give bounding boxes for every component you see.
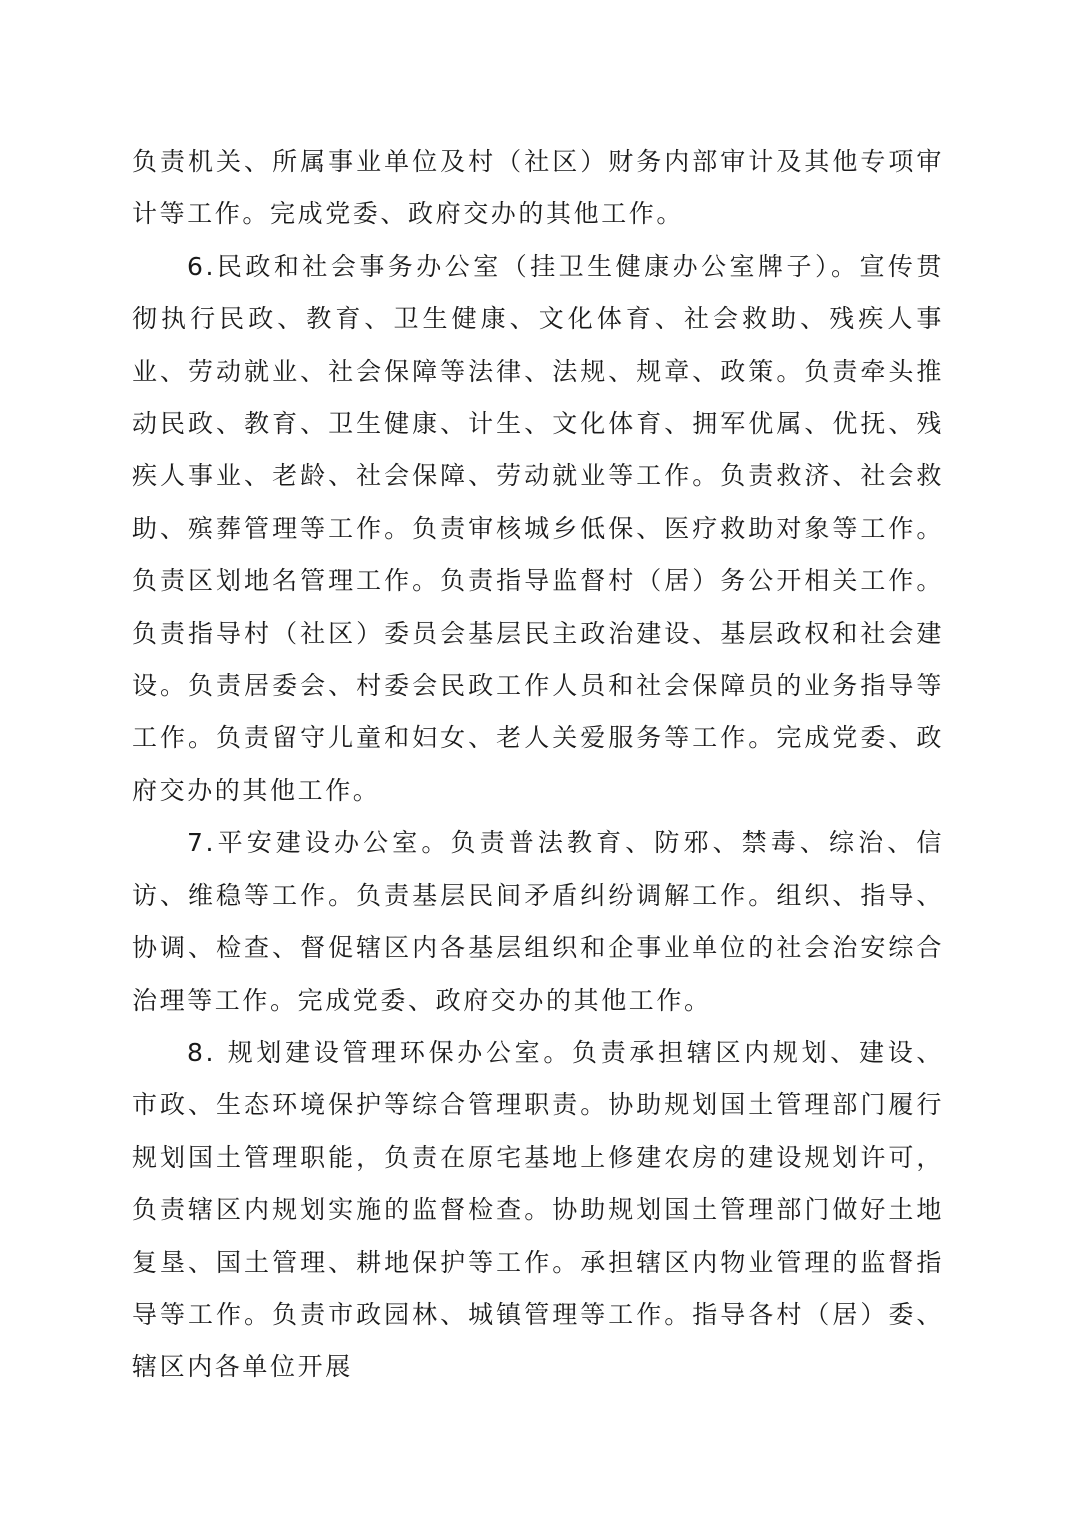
paragraph-audit-continuation: 负责机关、所属事业单位及村（社区）财务内部审计及其他专项审计等工作。完成党委、政府交办的其他工作。 [132,147,944,229]
paragraph-planning-environment-office: 8. 规划建设管理环保办公室。负责承担辖区内规划、建设、市政、生态环境保护等综合管理职责。协助规划国土管理部门履行规划国土管理职能，负责在原宅基地上修建农房的建设规划许可，负责辖区内规划实施的监督检查。协助规划国土管理部门做好土地复垦、国土管理、耕地保护等工作。承担辖区内物业管理的监督指导等工作。负责市政园林、城镇管理等工作。指导各村（居）委、辖区内各单位开展 [132,1037,944,1382]
document-body [132,136,944,1394]
paragraph-civil-affairs-office: 6.民政和社会事务办公室（挂卫生健康办公室牌子）。宣传贯彻执行民政、教育、卫生健康、文化体育、社会救助、残疾人事业、劳动就业、社会保障等法律、法规、规章、政策。负责牵头推动民政、教育、卫生健康、计生、文化体育、拥军优属、优抚、残疾人事业、老龄、社会保障、劳动就业等工作。负责救济、社会救助、殡葬管理等工作。负责审核城乡低保、医疗救助对象等工作。负责区划地名管理工作。负责指导监督村（居）务公开相关工作。负责指导村（社区）委员会基层民主政治建设、基层政权和社会建设。负责居委会、村委会民政工作人员和社会保障员的业务指导等工作。负责留守儿童和妇女、老人关爱服务等工作。完成党委、政府交办的其他工作。 [132,251,944,805]
paragraph-safety-construction-office: 7.平安建设办公室。负责普法教育、防邪、禁毒、综治、信访、维稳等工作。负责基层民间矛盾纠纷调解工作。组织、指导、协调、检查、督促辖区内各基层组织和企事业单位的社会治安综合治理等工作。完成党委、政府交办的其他工作。 [132,828,944,1015]
